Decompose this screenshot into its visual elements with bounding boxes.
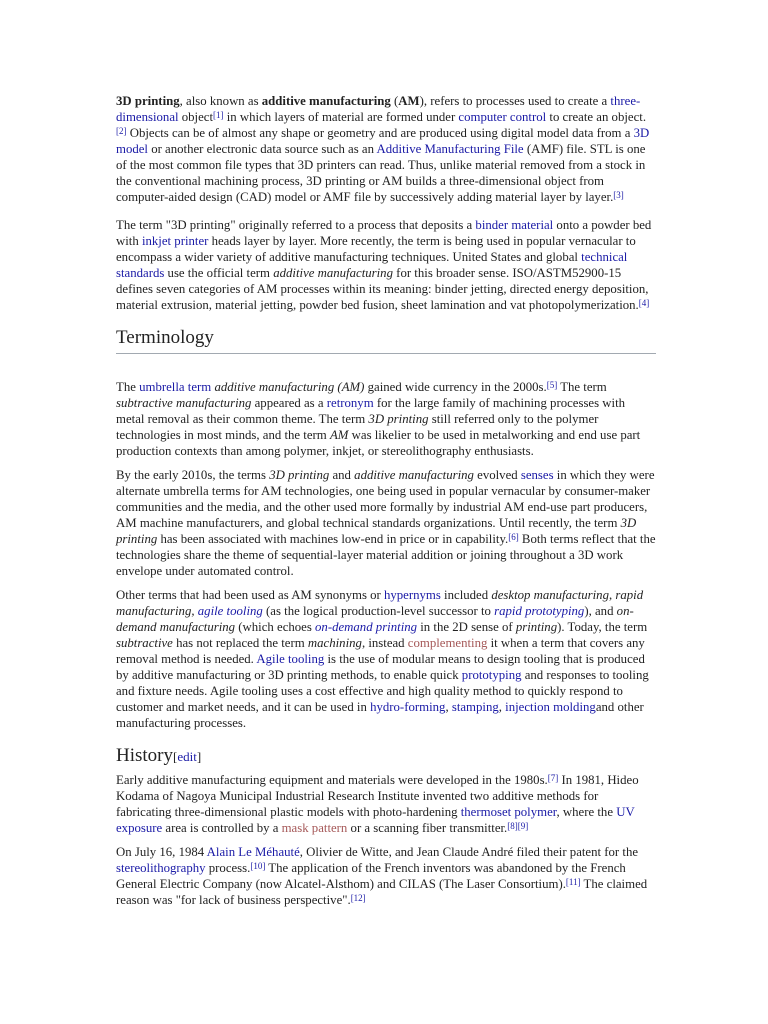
- body-text: ,: [498, 700, 506, 714]
- body-text: for this broader sense. ISO/ASTM52900-15 defines seven categories of AM processes within its meaning: binder jetting, directed energy deposition, material extrusion, material jetting, powder bed fusion, sheet lamination and vat photopolymerization.: [116, 266, 649, 312]
- body-text: The claimed reason was "for lack of business perspective".: [116, 877, 648, 907]
- wiki-link-prototyping[interactable]: prototyping: [461, 668, 522, 682]
- citation-ref: [507, 821, 528, 831]
- body-text: Early additive manufacturing equipment and materials were developed in the 1980s.: [116, 773, 548, 787]
- body-text: and other manufacturing processes.: [116, 700, 644, 730]
- body-text: Objects can be of almost any shape or geometry and are produced using digital model data from a: [126, 126, 634, 140]
- body-text: , where the: [556, 805, 617, 819]
- body-text: area is controlled by a: [162, 821, 282, 835]
- section-heading-text: Terminology: [116, 327, 214, 348]
- body-text: ), and: [584, 604, 617, 618]
- citation-ref: [351, 893, 366, 903]
- wiki-link-hypernyms[interactable]: hypernyms: [383, 588, 441, 602]
- body-text: or another electronic data source such as an: [148, 142, 377, 156]
- body-text: The application of the French inventors was abandoned by the French General Electric Company (now Alcatel-Alsthom) and CILAS (The Laser Consortium).: [116, 861, 626, 891]
- body-text: ), refers to processes used to create a: [419, 94, 611, 108]
- paragraph: [116, 772, 656, 836]
- italic-term: printing: [515, 620, 558, 634]
- citation-ref: [116, 126, 127, 136]
- body-text: By the early 2010s, the terms: [116, 468, 270, 482]
- section-heading-history: [116, 745, 656, 768]
- bold-term: additive manufacturing: [261, 94, 391, 108]
- section-heading-text: History: [116, 745, 173, 766]
- wiki-link-binder-material[interactable]: binder material: [475, 218, 554, 232]
- body-text: The: [116, 380, 140, 394]
- citation-ref: [213, 110, 224, 120]
- body-text: it when a term that covers any removal method is needed.: [116, 636, 645, 666]
- bold-term: AM: [398, 94, 420, 108]
- paragraph: [116, 217, 656, 313]
- body-text: ,: [608, 588, 616, 602]
- bold-term: 3D printing: [116, 94, 180, 108]
- article-content: [116, 93, 656, 916]
- citation-link[interactable]: [7]: [547, 773, 559, 783]
- wiki-link-hydro-forming[interactable]: hydro-forming: [370, 700, 446, 714]
- wiki-link-retronym[interactable]: retronym: [326, 396, 374, 410]
- body-text: use the official term: [164, 266, 274, 280]
- body-text: (which echoes: [235, 620, 316, 634]
- wiki-link-inkjet-printer[interactable]: inkjet printer: [141, 234, 209, 248]
- citation-link[interactable]: [11]: [565, 877, 581, 887]
- wiki-link-complementing[interactable]: complementing: [407, 636, 488, 650]
- wiki-link-injection-molding[interactable]: injection molding: [505, 700, 596, 714]
- italic-term: 3D printing: [116, 516, 637, 546]
- body-text: In 1981, Hideo Kodama of Nagoya Municipal Industrial Research Institute invented two additive methods for fabricating three-dimensional plastic models with photo-hardening: [116, 773, 639, 819]
- citation-ref: [639, 298, 650, 308]
- body-text: evolved: [473, 468, 521, 482]
- italic-term: 3D printing: [269, 468, 330, 482]
- italic-term: additive manufacturing: [354, 468, 474, 482]
- wiki-link-uv-exposure[interactable]: UV exposure: [116, 805, 635, 835]
- body-text: in the 2D sense of: [417, 620, 516, 634]
- citation-ref: [613, 190, 624, 200]
- citation-ref: [548, 773, 559, 783]
- wiki-link-mask-pattern[interactable]: mask pattern: [281, 821, 348, 835]
- wiki-link-three-dimensional[interactable]: three-dimensional: [116, 94, 641, 124]
- body-text: , also known as: [179, 94, 262, 108]
- body-text: , instead: [361, 636, 408, 650]
- wiki-link-stamping[interactable]: stamping: [451, 700, 499, 714]
- edit-bracket-open: [: [173, 749, 178, 764]
- citation-ref: [547, 380, 558, 390]
- italic-term: on-demand manufacturing: [116, 604, 634, 634]
- wiki-link-additive-manufacturing-file[interactable]: Additive Manufacturing File: [376, 142, 524, 156]
- heading-spacer: [116, 354, 656, 379]
- wiki-link-rapid-prototyping[interactable]: rapid prototyping: [494, 604, 585, 618]
- italic-term: desktop manufacturing: [491, 588, 609, 602]
- citation-link[interactable]: [4]: [638, 298, 650, 308]
- body-text: appeared as a: [251, 396, 327, 410]
- body-text: process.: [205, 861, 251, 875]
- body-text: or a scanning fiber transmitter.: [347, 821, 508, 835]
- body-text: Other terms that had been used as AM synonyms or: [116, 588, 384, 602]
- body-text: heads layer by layer. More recently, the term is being used in popular vernacular to encompass a wider variety of additive manufacturing techniques. United States and global: [116, 234, 636, 264]
- body-text: was likelier to be used in metalworking and end use part production contexts than among polymer, inkjet, or stereolithography enthusiasts.: [116, 428, 641, 458]
- body-text: in which they were alternate umbrella terms for AM technologies, one being used in popular vernacular by consumer-maker communities and the media, and the other used more formally by industrial AM end-use part producers, AM machine manufacturers, and global technical standards organizations. Until recently, the term: [116, 468, 655, 530]
- edit-bracket-close: ]: [196, 749, 202, 764]
- citation-link[interactable]: [12]: [350, 893, 366, 903]
- body-text: and responses to tooling and fixture needs. Agile tooling uses a cost effective and high quality method to quickly respond to customer and market needs, and it can be used in: [116, 668, 649, 714]
- body-text: (as the logical production-level successor to: [262, 604, 495, 618]
- paragraph: [116, 379, 656, 459]
- paragraph: [116, 93, 656, 205]
- citation-link[interactable]: [1]: [213, 110, 224, 120]
- italic-term: AM: [329, 428, 349, 442]
- wiki-link-agile-tooling[interactable]: agile tooling: [197, 604, 263, 618]
- body-text: ). Today, the term: [557, 620, 648, 634]
- italic-term: additive manufacturing: [273, 266, 393, 280]
- italic-term: subtractive: [116, 636, 173, 650]
- citation-link[interactable]: [8][9]: [507, 821, 529, 831]
- body-text: has not replaced the term: [172, 636, 308, 650]
- wiki-link-computer-control[interactable]: computer control: [458, 110, 547, 124]
- body-text: has been associated with machines low-end in price or in capability.: [157, 532, 509, 546]
- body-text: still referred only to the polymer technologies in most minds, and the term: [116, 412, 599, 442]
- citation-ref: [508, 532, 519, 542]
- body-text: included: [440, 588, 492, 602]
- wiki-link-agile-tooling[interactable]: Agile tooling: [256, 652, 325, 666]
- body-text: object: [178, 110, 214, 124]
- body-text: gained wide currency in the 2000s.: [364, 380, 547, 394]
- body-text: , Olivier de Witte, and Jean Claude André filed their patent for the: [299, 845, 639, 859]
- citation-link[interactable]: [3]: [613, 190, 624, 200]
- citation-ref: [250, 861, 265, 871]
- body-text: Both terms reflect that the technologies share the theme of sequential-layer material addition or joining throughout a 3D work envelope under automated control.: [116, 532, 656, 578]
- wiki-link-senses[interactable]: senses: [520, 468, 554, 482]
- body-text: The term: [557, 380, 607, 394]
- body-text: The term "3D printing" originally referred to a process that deposits a: [116, 218, 476, 232]
- italic-term: machining: [307, 636, 362, 650]
- body-text: for the large family of machining processes with metal removal as their common theme. The term: [116, 396, 626, 426]
- paragraph: [116, 844, 656, 908]
- italic-term: rapid manufacturing,: [116, 588, 644, 618]
- citation-link[interactable]: [6]: [508, 532, 519, 542]
- wiki-link-thermoset-polymer[interactable]: thermoset polymer: [460, 805, 557, 819]
- citation-link[interactable]: [5]: [546, 380, 558, 390]
- paragraph: [116, 587, 656, 731]
- body-text: On July 16, 1984: [116, 845, 207, 859]
- body-text: (AMF) file. STL is one of the most common file types that 3D printers can read. Thus, unlike material removed from a stock in the conventional machining process, 3D printing or AM builds a three-dimensional object from computer-aided design (CAD) model or AMF file by successively adding material layer by layer.: [116, 142, 646, 204]
- body-text: and: [329, 468, 355, 482]
- body-text: in which layers of material are formed under: [223, 110, 459, 124]
- wiki-link-stereolithography[interactable]: stereolithography: [116, 861, 206, 875]
- citation-link[interactable]: [10]: [250, 861, 266, 871]
- citation-link[interactable]: [2]: [116, 126, 127, 136]
- wiki-link-umbrella-term[interactable]: umbrella term: [139, 380, 212, 394]
- edit-section-link: [173, 749, 201, 764]
- body-text: is the use of modular means to design tooling that is produced by additive manufacturing or 3D printing methods, to enable quick: [116, 652, 645, 682]
- wiki-link-on-demand-printing[interactable]: on-demand printing: [315, 620, 418, 634]
- wiki-link-3d-model[interactable]: 3D model: [116, 126, 650, 156]
- body-text: to create an object.: [546, 110, 647, 124]
- wiki-link-alain-le-m-haut[interactable]: Alain Le Méhauté: [206, 845, 300, 859]
- body-text: ,: [445, 700, 452, 714]
- wiki-link-technical-standards[interactable]: technical standards: [116, 250, 628, 280]
- section-heading-terminology: [116, 327, 656, 354]
- paragraph: [116, 467, 656, 579]
- italic-term: subtractive manufacturing: [116, 396, 252, 410]
- body-text: onto a powder bed with: [116, 218, 652, 248]
- edit-link[interactable]: edit: [177, 749, 197, 764]
- italic-term: 3D printing: [368, 412, 429, 426]
- citation-ref: [566, 877, 581, 887]
- body-text: (: [390, 94, 399, 108]
- italic-term: additive manufacturing (AM): [214, 380, 365, 394]
